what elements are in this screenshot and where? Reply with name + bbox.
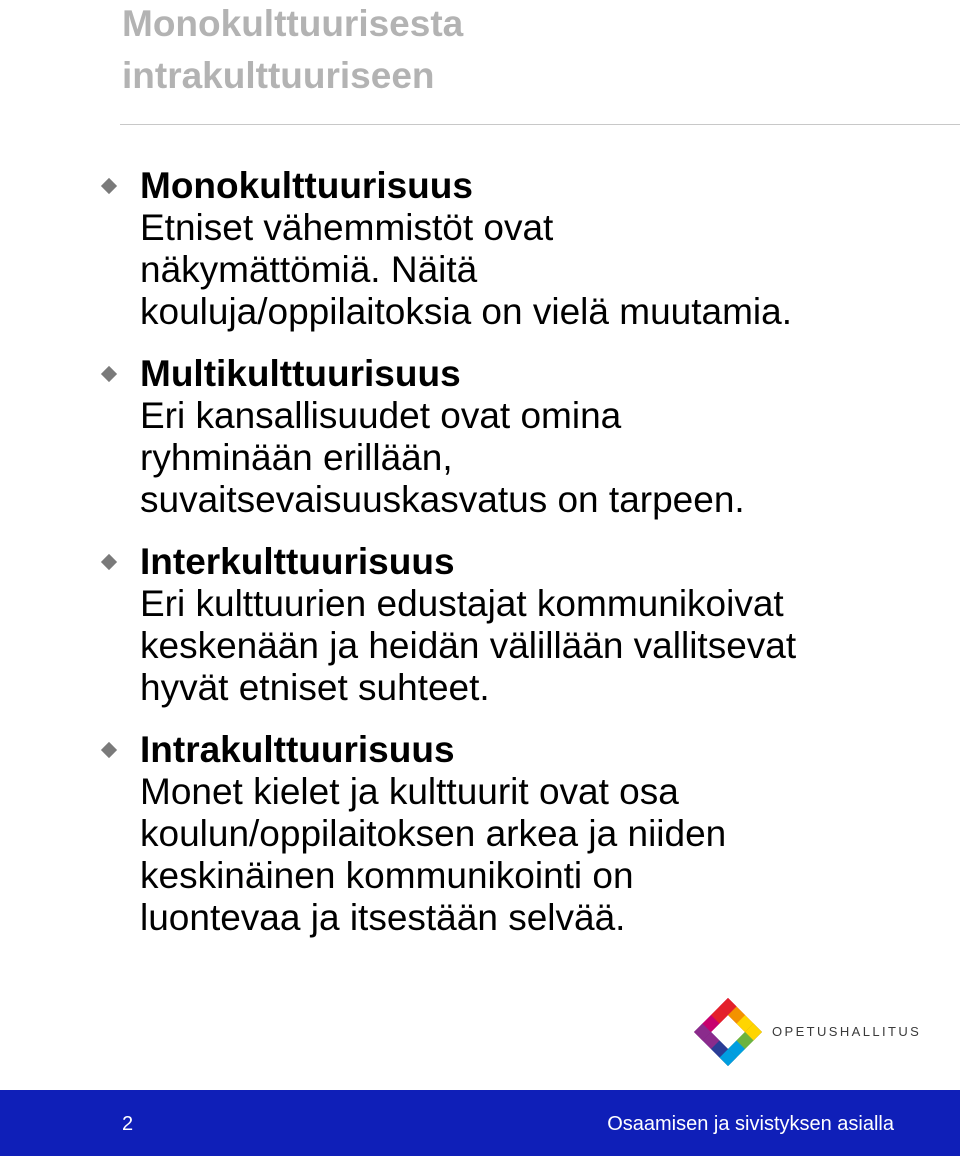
slide-title-line-1: Monokulttuurisesta — [122, 3, 464, 44]
bullet-heading: Multikulttuurisuus — [140, 353, 461, 394]
diamond-bullet-icon — [100, 741, 118, 759]
bullet-heading: Intrakulttuurisuus — [140, 729, 455, 770]
bullet-text — [140, 353, 940, 521]
bullet-line: ryhminään erillään, — [140, 437, 453, 478]
bullet-line: koulun/oppilaitoksen arkea ja niiden — [140, 813, 727, 854]
bullet-line: Eri kansallisuudet ovat omina — [140, 395, 622, 436]
slide-title-line-2: intrakulttuuriseen — [122, 55, 435, 96]
bullet-text — [140, 165, 940, 333]
bullet-line: Monet kielet ja kulttuurit ovat osa — [140, 771, 679, 812]
diamond-bullet-icon — [100, 177, 118, 195]
bullet-line: Eri kulttuurien edustajat kommunikoivat — [140, 583, 784, 624]
bullet-text — [140, 541, 940, 709]
bullet-heading: Interkulttuurisuus — [140, 541, 455, 582]
footer-bar — [0, 1090, 960, 1156]
bullet-line: kouluja/oppilaitoksia on vielä muutamia. — [140, 291, 792, 332]
slide-title — [122, 0, 942, 102]
title-divider — [120, 124, 960, 125]
bullet-heading: Monokulttuurisuus — [140, 165, 473, 206]
opetushallitus-logo-icon — [694, 998, 762, 1066]
bullet-line: luontevaa ja itsestään selvää. — [140, 897, 626, 938]
bullet-line: keskenään ja heidän välillään vallitsevat — [140, 625, 797, 666]
page-number: 2 — [122, 1113, 134, 1135]
bullet-line: suvaitsevaisuuskasvatus on tarpeen. — [140, 479, 745, 520]
diamond-bullet-icon — [100, 553, 118, 571]
bullet-line: Etniset vähemmistöt ovat — [140, 207, 554, 248]
bullet-line: hyvät etniset suhteet. — [140, 667, 490, 708]
bullet-text — [140, 729, 940, 939]
footer-slogan: Osaamisen ja sivistyksen asialla — [607, 1113, 894, 1135]
logo-wordmark: OPETUSHALLITUS — [772, 1024, 922, 1039]
bullet-line: näkymättömiä. Näitä — [140, 249, 478, 290]
diamond-bullet-icon — [100, 365, 118, 383]
bullet-line: keskinäinen kommunikointi on — [140, 855, 634, 896]
